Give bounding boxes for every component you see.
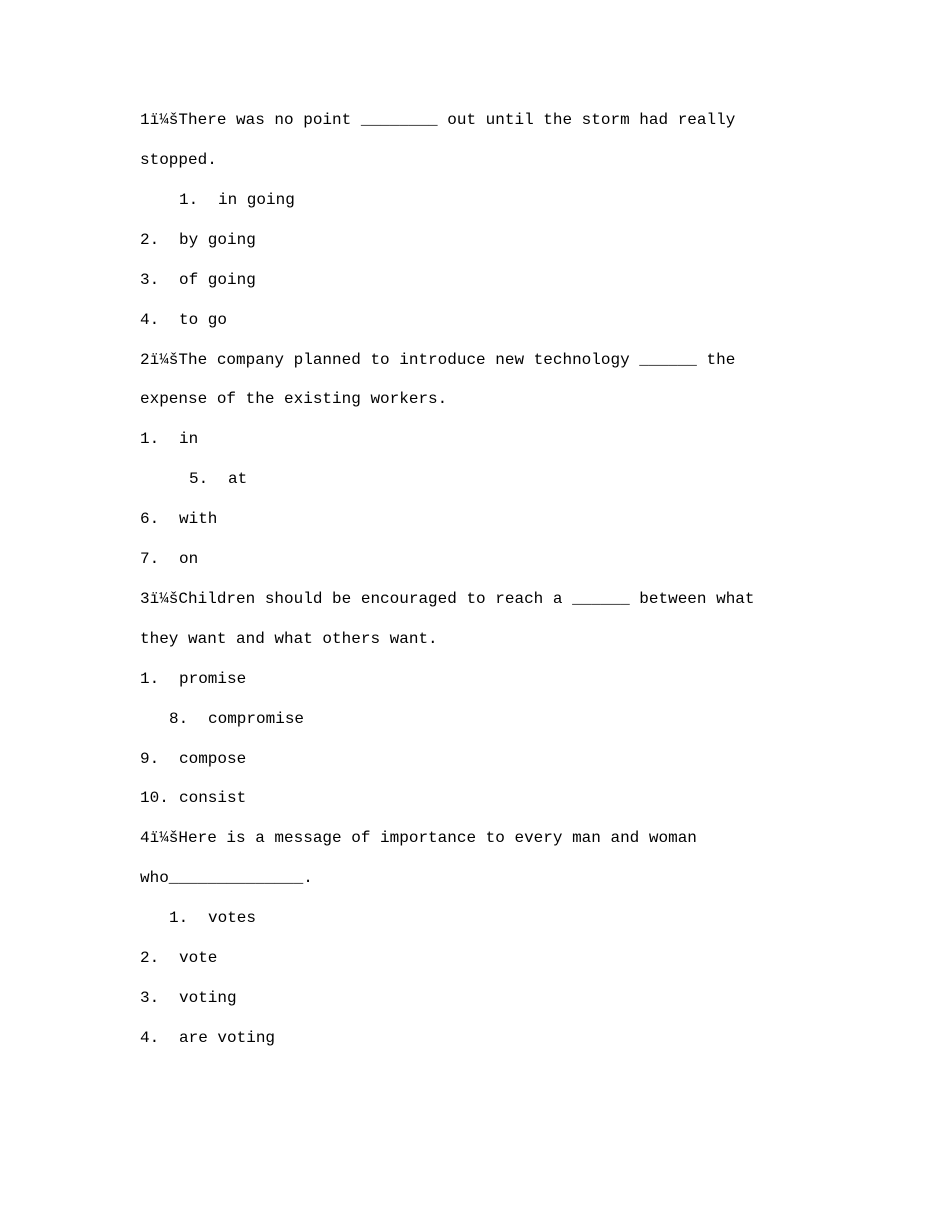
option-text: on (179, 550, 199, 568)
question-3-stem: 3ï¼šChildren should be encouraged to reach a ______ between what (140, 590, 755, 608)
question-1-stem: 1ï¼šThere was no point ________ out until the storm had really (140, 111, 736, 129)
question-1-option (140, 270, 256, 290)
question-2-option (140, 429, 198, 449)
question-4-option (140, 988, 237, 1008)
option-number: 2. (140, 949, 160, 967)
question-1-option (140, 310, 227, 330)
option-text: by going (179, 231, 256, 249)
option-number: 7. (140, 550, 160, 568)
option-number: 10. (140, 789, 169, 807)
question-1-stem-continued: stopped. (140, 151, 217, 169)
option-text: promise (179, 670, 247, 688)
option-text: with (179, 510, 218, 528)
question-3-option (140, 788, 246, 808)
question-3-stem-continued: they want and what others want. (140, 630, 438, 648)
option-text: of going (179, 271, 256, 289)
question-2-option (140, 549, 198, 569)
option-number: 3. (140, 271, 160, 289)
question-4-option (140, 948, 217, 968)
option-text: in (179, 430, 199, 448)
option-number: 4. (140, 1029, 160, 1047)
question-1-option (140, 230, 256, 250)
option-number: 6. (140, 510, 160, 528)
option-number: 1. (179, 191, 199, 209)
option-number: 1. (140, 430, 160, 448)
question-1-option (179, 190, 295, 210)
option-text: compromise (208, 710, 305, 728)
question-2-option (140, 509, 217, 529)
question-2-stem-continued: expense of the existing workers. (140, 390, 448, 408)
question-4-option (140, 1028, 275, 1048)
option-number: 3. (140, 989, 160, 1007)
question-2-option (189, 469, 247, 489)
question-4-option (169, 908, 256, 928)
option-number: 1. (169, 909, 189, 927)
question-2-stem: 2ï¼šThe company planned to introduce new technology ______ the (140, 351, 736, 369)
option-number: 1. (140, 670, 160, 688)
option-number: 9. (140, 750, 160, 768)
option-text: to go (179, 311, 228, 329)
option-text: in going (218, 191, 295, 209)
option-text: at (228, 470, 248, 488)
option-number: 4. (140, 311, 160, 329)
question-3-option (169, 709, 304, 729)
option-text: are voting (179, 1029, 276, 1047)
option-text: votes (208, 909, 257, 927)
option-text: consist (179, 789, 247, 807)
option-number: 2. (140, 231, 160, 249)
question-4-stem: 4ï¼šHere is a message of importance to every man and woman (140, 829, 697, 847)
question-3-option (140, 669, 246, 689)
question-3-option (140, 749, 246, 769)
option-text: voting (179, 989, 237, 1007)
option-text: compose (179, 750, 247, 768)
option-number: 5. (189, 470, 209, 488)
option-number: 8. (169, 710, 189, 728)
option-text: vote (179, 949, 218, 967)
question-4-stem-continued: who______________. (140, 869, 313, 887)
